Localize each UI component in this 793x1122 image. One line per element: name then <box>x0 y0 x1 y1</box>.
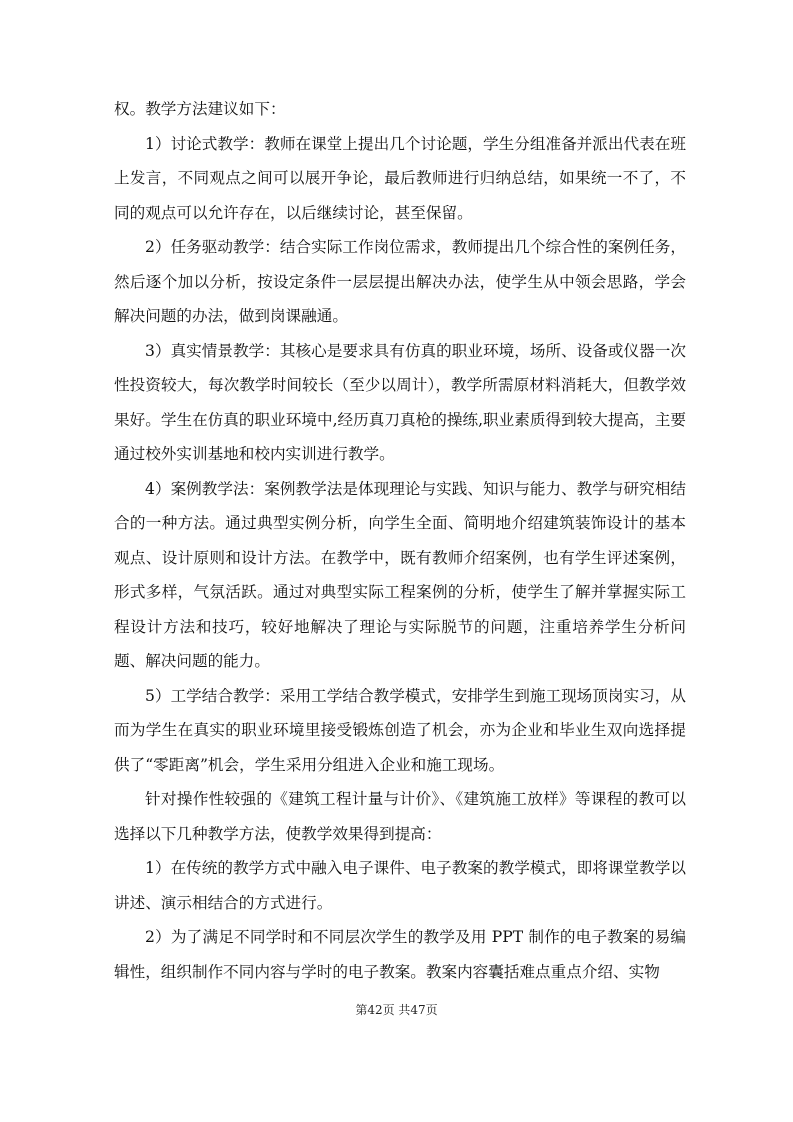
paragraph-task-driven-teaching: 2）任务驱动教学：结合实际工作岗位需求，教师提出几个综合性的案例任务，然后逐个加以分析，按设定条件一层层提出解决办法，使学生从中领会思路，学会解决问题的办法，做到岗课融通。 <box>114 238 686 325</box>
paragraph-discussion-teaching: 1）讨论式教学：教师在课堂上提出几个讨论题，学生分组准备并派出代表在班上发言，不同观点之间可以展开争论，最后教师进行归纳总结，如果统一不了，不同的观点可以允许存在，以后继续讨论，甚至保留。 <box>114 134 686 222</box>
paragraph-real-scenario-teaching: 3）真实情景教学：其核心是要求具有仿真的职业环境，场所、设备或仪器一次性投资较大，每次教学时间较长（至少以周计），教学所需原材料消耗大，但教学效果好。学生在仿真的职业环境中,经历真刀真枪的操练,职业素质得到较大提高，主要通过校外实训基地和校内实训进行教学。 <box>114 341 686 463</box>
paragraph-continuation: 权。教学方法建议如下： <box>114 100 286 118</box>
paragraph-electronic-lesson-plans: 2）为了满足不同学时和不同层次学生的教学及用 PPT 制作的电子教案的易编辑性，组织制作不同内容与学时的电子教案。教案内容囊括难点重点介绍、实物 <box>114 928 686 981</box>
paragraph-work-study-teaching: 5）工学结合教学：采用工学结合教学模式，安排学生到施工现场顶岗实习，从而为学生在真实的职业环境里接受锻炼创造了机会，亦为企业和毕业生双向选择提供了“零距离”机会，学生采用分组进入企业和施工现场。 <box>114 686 686 774</box>
page-number-footer: 第42页 共47页 <box>355 1003 438 1017</box>
paragraph-electronic-courseware: 1）在传统的教学方式中融入电子课件、电子教案的教学模式，即将课堂教学以讲述、演示相结合的方式进行。 <box>114 859 686 912</box>
paragraph-operational-courses: 针对操作性较强的《建筑工程计量与计价》、《建筑施工放样》等课程的教可以选择以下几种教学方法，使教学效果得到提高： <box>114 790 686 843</box>
paragraph-case-teaching: 4）案例教学法：案例教学法是体现理论与实践、知识与能力、教学与研究相结合的一种方法。通过典型实例分析，向学生全面、简明地介绍建筑装饰设计的基本观点、设计原则和设计方法。在教学中，既有教师介绍案例，也有学生评述案例，形式多样，气氛活跃。通过对典型实际工程案例的分析，使学生了解并掌握实际工程设计方法和技巧，较好地解决了理论与实际脱节的问题，注重培养学生分析问题、解决问题的能力。 <box>114 479 686 670</box>
document-body <box>114 92 686 989</box>
